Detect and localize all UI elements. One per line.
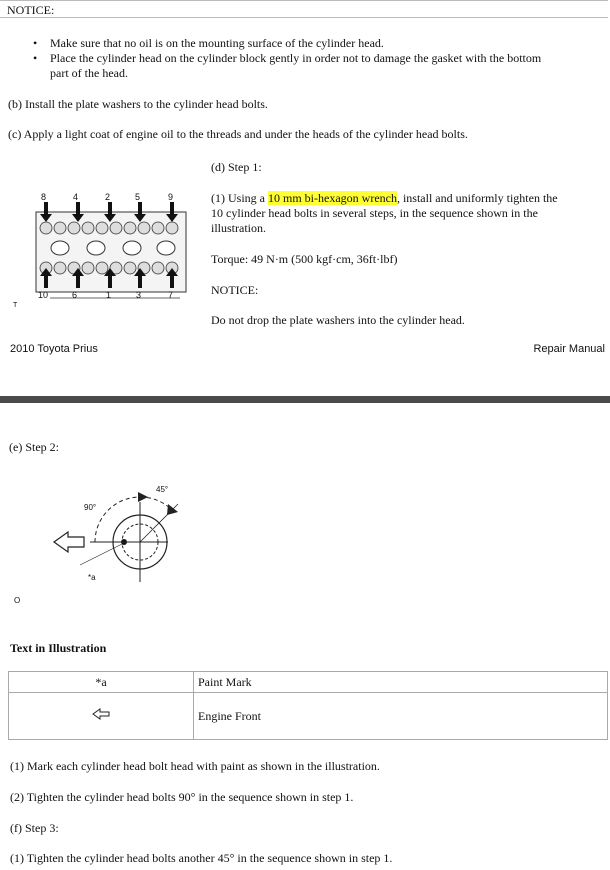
step-d-line1-pre: (1) Using a xyxy=(211,191,268,205)
table-row xyxy=(9,693,608,740)
text-in-illustration-title: Text in Illustration xyxy=(10,641,107,655)
bolt-number: 9 xyxy=(168,192,174,202)
table-row xyxy=(9,672,608,693)
step-d-notice: NOTICE: xyxy=(211,283,259,297)
step-b: (b) Install the plate washers to the cylinder head bolts. xyxy=(8,97,268,111)
step-d-line2: 10 cylinder head bolts in several steps, in the sequence shown in the xyxy=(211,206,538,220)
table-cell-key: *a xyxy=(9,672,194,693)
angle-tightening-illustration xyxy=(50,482,200,592)
bottom-line-1: (1) Mark each cylinder head bolt head with paint as shown in the illustration. xyxy=(10,759,380,773)
step-d-title: (d) Step 1: xyxy=(211,160,262,174)
bolt-number: 1 xyxy=(106,290,112,300)
step-d-line3: illustration. xyxy=(211,221,266,235)
table-cell-key-icon xyxy=(9,693,194,740)
notice-header-box xyxy=(0,0,608,18)
notice-title: NOTICE: xyxy=(7,3,55,17)
bolt-number: 8 xyxy=(41,192,47,202)
bottom-line-2: (2) Tighten the cylinder head bolts 90° in the sequence shown in step 1. xyxy=(10,790,354,804)
arrow-outline-icon xyxy=(91,707,111,721)
bolt-number: 7 xyxy=(168,290,174,300)
bolt-number: 2 xyxy=(105,192,111,202)
step-c: (c) Apply a light coat of engine oil to the threads and under the heads of the cylinder head bolts. xyxy=(8,127,468,141)
cylinder-head-illustration xyxy=(10,190,200,310)
arrow-outline-icon xyxy=(54,532,84,552)
illustration-tag-2: O xyxy=(14,596,21,605)
bullet-icon: • xyxy=(33,36,38,50)
table-cell-value: Engine Front xyxy=(194,693,608,740)
footer-right: Repair Manual xyxy=(533,343,605,355)
angle-label-45: 45° xyxy=(156,485,169,494)
notice-bullet-2: Place the cylinder head on the cylinder block gently in order not to damage the gasket with the bottom xyxy=(50,51,542,65)
step-f: (f) Step 3: xyxy=(10,821,59,835)
torque-spec: Torque: 49 N·m (500 kgf·cm, 36ft·lbf) xyxy=(211,252,398,266)
table-cell-value: Paint Mark xyxy=(194,672,608,693)
page-break-divider xyxy=(0,396,610,403)
step-d-line1 xyxy=(211,191,558,206)
bottom-line-3: (1) Tighten the cylinder head bolts another 45° in the sequence shown in step 1. xyxy=(10,851,393,865)
bolt-number: 3 xyxy=(136,290,142,300)
bolt-number: 10 xyxy=(38,290,49,300)
footer-left: 2010 Toyota Prius xyxy=(10,343,98,355)
notice-bullet-2-cont: part of the head. xyxy=(50,66,128,80)
notice-bullet-1: Make sure that no oil is on the mounting surface of the cylinder head. xyxy=(50,36,384,50)
step-d-line1-post: , install and uniformly tighten the xyxy=(396,191,558,205)
step-e: (e) Step 2: xyxy=(9,440,59,454)
step-d-notice-text: Do not drop the plate washers into the cylinder head. xyxy=(211,313,465,327)
bolt-number: 5 xyxy=(135,192,141,202)
bolt-number: 4 xyxy=(73,192,79,202)
bullet-icon: • xyxy=(33,51,38,65)
text-in-illustration-table xyxy=(8,671,608,740)
highlight-text: 10 mm bi-hexagon wrench xyxy=(268,191,397,205)
bolt-number: 6 xyxy=(72,290,78,300)
angle-label-90: 90° xyxy=(84,503,97,512)
illustration-tag: T xyxy=(13,302,18,309)
paint-mark-label: *a xyxy=(88,573,96,582)
